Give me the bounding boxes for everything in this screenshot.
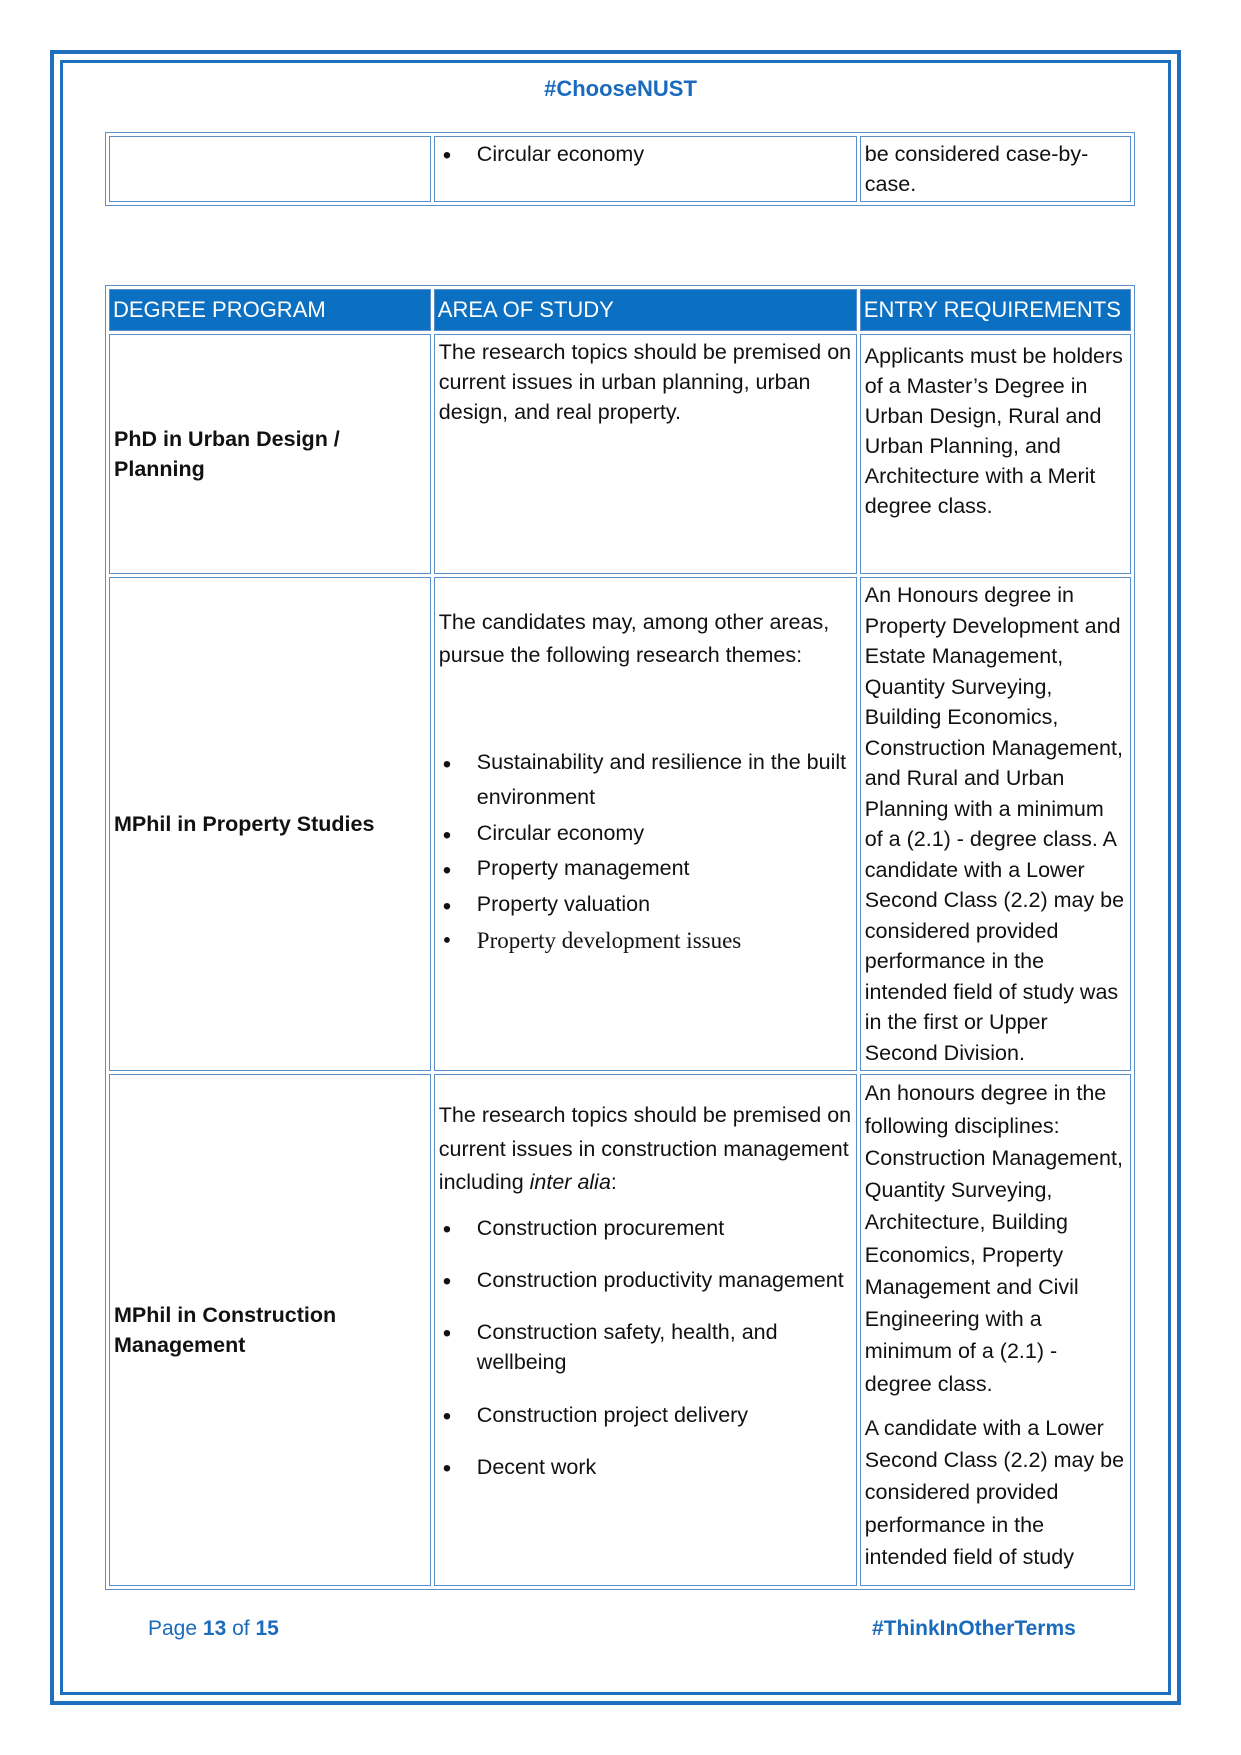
research-topics-list [439,1213,852,1482]
area-cell [434,577,857,1071]
list-item: • Construction productivity management [439,1265,852,1295]
requirements-cell: An Honours degree in Property Development and Estate Management, Quantity Surveying, Building Economics, Construction Management, and Rural and Urban Planning with a minimum of a (2.1) - degree class. A candidate with a Lower Second Class (2.2) may be considered provided performance in the intended field of study was in the first or Upper Second Division. [860,577,1131,1071]
requirements-paragraph: An honours degree in the following disciplines: Construction Management, Quantity Surveying, Architecture, Building Economics, Property Management and Civil Engineering with a minimum of a (2.1) - degree class. [864,1081,1123,1396]
list-item: • Property valuation [439,887,852,922]
table-row [109,334,1131,574]
area-cell [434,1074,857,1586]
column-header-area-of-study: AREA OF STUDY [434,289,857,331]
requirements-cell: be considered case-by-case. [860,136,1131,202]
table-row [109,136,1131,202]
column-header-entry-requirements: ENTRY REQUIREMENTS [860,289,1131,331]
list-item: • Decent work [439,1452,852,1482]
footer-hashtag: #ThinkInOtherTerms [872,1617,1076,1640]
column-header-degree-program: DEGREE PROGRAM [109,289,431,331]
list-item: • Circular economy [439,816,852,851]
table-header-row [109,289,1131,331]
list-item: • Property management [439,851,852,886]
research-themes-list [439,745,852,960]
requirements-cell [860,1074,1131,1586]
list-item: • Construction safety, health, and wellbeing [439,1317,852,1377]
programs-table [105,285,1135,1590]
program-cell-empty [109,136,431,202]
requirements-cell: Applicants must be holders of a Master’s Degree in Urban Design, Rural and Urban Planning, and Architecture with a Merit degree class. [860,334,1131,574]
list-item: • Construction procurement [439,1213,852,1243]
requirements-paragraph: A candidate with a Lower Second Class (2.2) may be considered provided performance in the intended field of study [864,1415,1125,1569]
page-number: Page 13 of 15 [148,1617,279,1640]
area-cell [434,136,857,202]
header-hashtag: #ChooseNUST [544,76,697,101]
area-intro-text: The candidates may, among other areas, pursue the following research themes: [438,610,830,668]
list-item: • Property development issues [439,922,852,960]
area-cell: The research topics should be premised on current issues in urban planning, urban design, and real property. [434,334,857,574]
list-item: • Circular economy [439,139,852,169]
program-name: MPhil in Construction Management [109,1074,431,1586]
program-name: PhD in Urban Design / Planning [109,334,431,574]
table-row [109,1074,1131,1586]
area-intro-text: The research topics should be premised on current issues in construction management including inter alia: [438,1103,852,1194]
program-name: MPhil in Property Studies [109,577,431,1071]
continuation-table [105,132,1135,206]
list-item: • Sustainability and resilience in the built environment [439,745,852,816]
list-item: • Construction project delivery [439,1400,852,1430]
table-row [109,577,1131,1071]
